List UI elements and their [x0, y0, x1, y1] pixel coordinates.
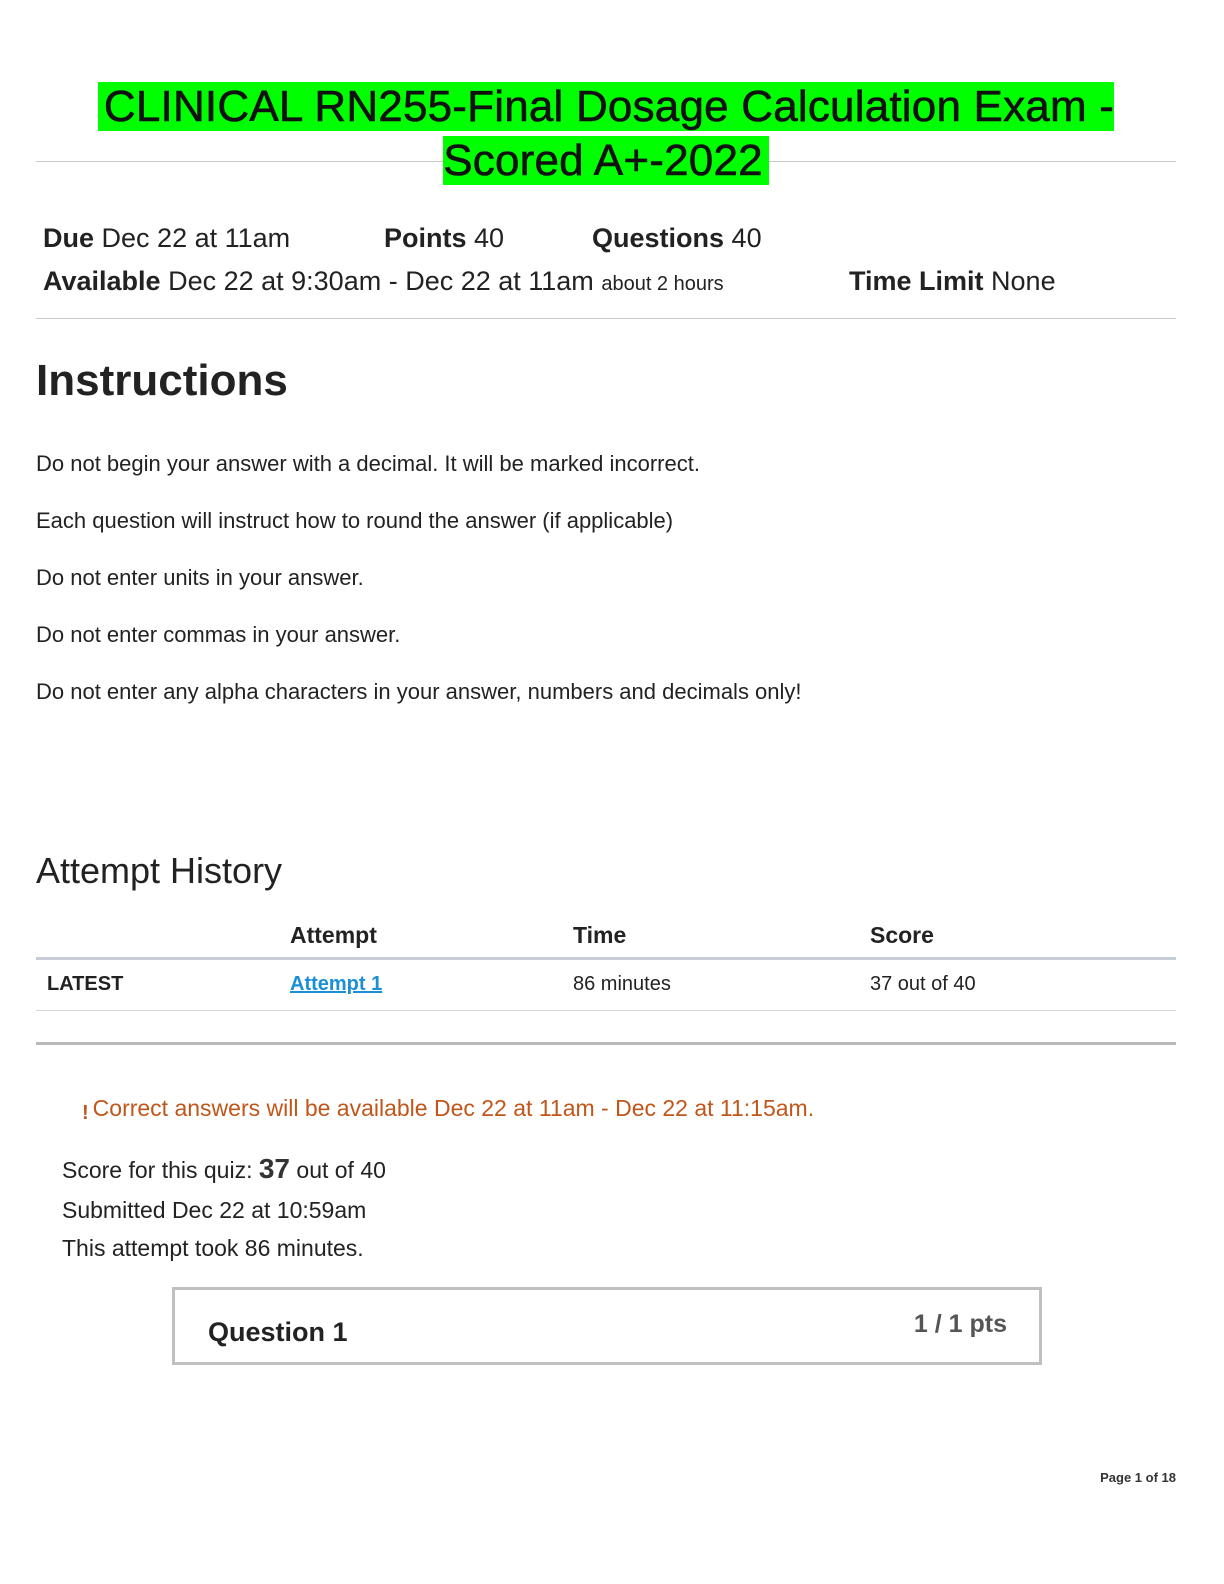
points-meta: [384, 223, 504, 254]
meta-divider: [36, 318, 1176, 319]
column-header-attempt: Attempt: [290, 922, 377, 948]
instruction-line: Do not enter commas in your answer.: [36, 622, 401, 647]
score-summary: [62, 1153, 386, 1185]
notice-text: Correct answers will be available Dec 22 at 11am - Dec 22 at 11:15am.: [92, 1095, 815, 1121]
score-label: Score for this quiz:: [62, 1157, 253, 1183]
attempt-1-link[interactable]: Attempt 1: [290, 973, 383, 995]
submitted-text: Submitted Dec 22 at 10:59am: [62, 1197, 367, 1223]
questions-label: Questions: [592, 223, 725, 253]
attempt-score: 37 out of 40: [870, 973, 976, 995]
points-label: Points: [384, 223, 467, 253]
available-duration: about 2 hours: [601, 273, 724, 295]
column-header-score: Score: [870, 922, 934, 948]
questions-value: 40: [731, 223, 762, 253]
due-value: Dec 22 at 11am: [101, 223, 291, 253]
score-suffix: out of 40: [296, 1157, 386, 1183]
instruction-line: Do not begin your answer with a decimal. It will be marked incorrect.: [36, 451, 700, 476]
question-points: 1 / 1 pts: [913, 1310, 1007, 1338]
score-value: 37: [258, 1153, 291, 1184]
points-value: 40: [474, 223, 505, 253]
available-value: Dec 22 at 9:30am - Dec 22 at 11am: [168, 266, 594, 296]
time-limit-value: None: [991, 266, 1056, 296]
instruction-line: Do not enter any alpha characters in your answer, numbers and decimals only!: [36, 679, 802, 704]
questions-meta: [592, 223, 762, 254]
question-header-box: [172, 1287, 1042, 1365]
correct-answers-notice: [82, 1095, 814, 1122]
table-row-divider: [36, 1010, 1176, 1011]
title-wrap: [36, 80, 1176, 188]
instruction-line: Each question will instruct how to round the answer (if applicable): [36, 508, 674, 533]
warning-icon: !: [82, 1102, 89, 1124]
table-header-divider: [36, 957, 1176, 960]
available-meta: [43, 266, 724, 297]
time-limit-label: Time Limit: [849, 266, 984, 296]
attempt-link-cell: [290, 973, 382, 996]
page-number: Page 1 of 18: [1100, 1470, 1176, 1485]
section-divider: [36, 1042, 1176, 1045]
time-limit-meta: [849, 266, 1056, 297]
attempt-time: 86 minutes: [573, 973, 671, 995]
due-label: Due: [43, 223, 95, 253]
instruction-line: Do not enter units in your answer.: [36, 565, 364, 590]
attempt-duration-text: This attempt took 86 minutes.: [62, 1235, 364, 1261]
meta-row-1: [43, 223, 290, 254]
available-label: Available: [43, 266, 161, 296]
page-title: CLINICAL RN255-Final Dosage Calculation Exam - Scored A+-2022: [98, 82, 1114, 185]
column-header-time: Time: [573, 922, 627, 948]
latest-tag: LATEST: [47, 973, 124, 995]
attempt-history-heading: Attempt History: [36, 850, 283, 891]
instructions-heading: Instructions: [36, 356, 288, 405]
question-title: Question 1: [208, 1317, 348, 1347]
